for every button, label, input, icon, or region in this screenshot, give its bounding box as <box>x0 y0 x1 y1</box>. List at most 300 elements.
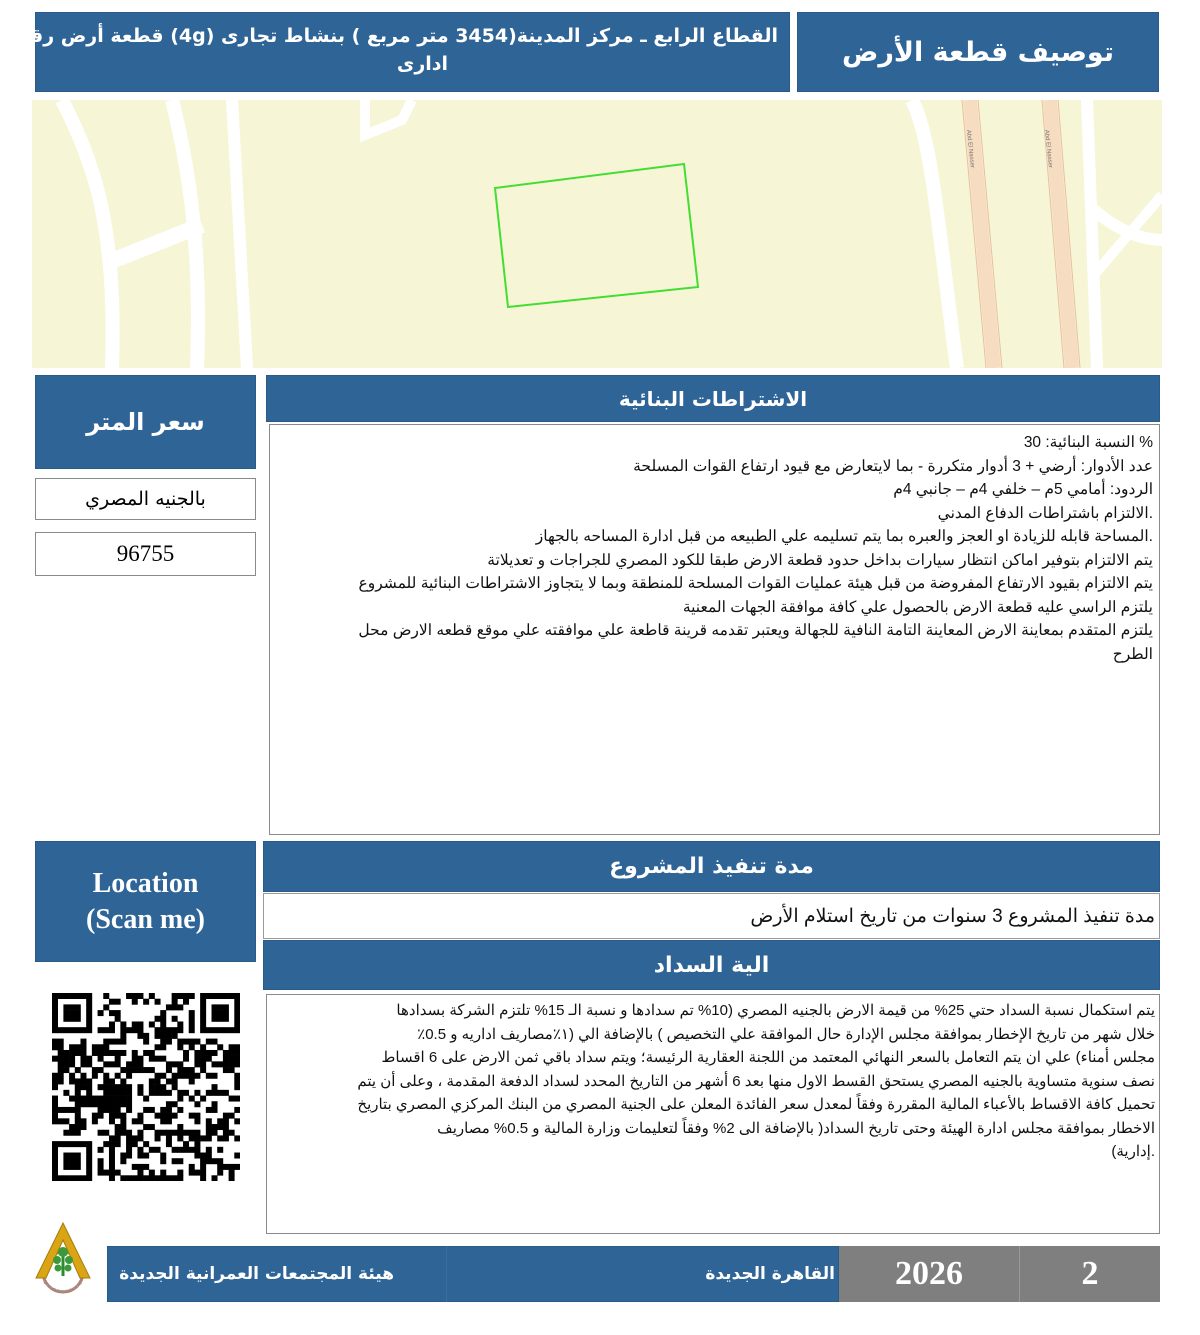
qr-module <box>217 1061 223 1067</box>
qr-module <box>86 999 92 1005</box>
qr-module <box>115 1124 121 1130</box>
qr-module <box>69 1107 75 1113</box>
qr-module <box>98 1107 104 1113</box>
qr-module <box>212 1073 218 1079</box>
qr-module <box>189 1010 195 1016</box>
page-number <box>1020 1246 1160 1302</box>
qr-module <box>80 1141 86 1147</box>
qr-module <box>137 1135 143 1141</box>
price-value: 96755 <box>116 541 175 566</box>
qr-module <box>229 1130 235 1136</box>
qr-module <box>194 1135 200 1141</box>
qr-module <box>234 1073 240 1079</box>
qr-module <box>206 1050 212 1056</box>
requirement-line: .الالتزام باشتراطات الدفاع المدني <box>937 504 1153 522</box>
qr-module <box>234 1096 240 1102</box>
qr-module <box>109 1039 115 1045</box>
payment-line: .إدارية) <box>1111 1143 1155 1160</box>
qr-module <box>75 1158 81 1164</box>
qr-module <box>86 1016 92 1022</box>
qr-module <box>234 1118 240 1124</box>
building-requirements-title: الاشتراطات البنائية <box>618 386 808 411</box>
qr-module <box>177 1067 183 1073</box>
qr-module <box>143 999 149 1005</box>
qr-module <box>80 1061 86 1067</box>
qr-module <box>223 1056 229 1062</box>
qr-module <box>177 993 183 999</box>
qr-module <box>166 1130 172 1136</box>
qr-module <box>212 1090 218 1096</box>
qr-module <box>52 1158 58 1164</box>
qr-module <box>137 1153 143 1159</box>
qr-module <box>200 1021 206 1027</box>
qr-module <box>92 1101 98 1107</box>
qr-module <box>172 1158 178 1164</box>
qr-module <box>160 1175 166 1181</box>
qr-module <box>120 1078 126 1084</box>
qr-module <box>115 1141 121 1147</box>
qr-module <box>229 1056 235 1062</box>
footer-city-text: القاهرة الجديدة <box>705 1264 835 1284</box>
qr-module <box>200 1153 206 1159</box>
qr-module <box>69 1164 75 1170</box>
qr-module <box>200 993 206 999</box>
qr-module <box>177 1027 183 1033</box>
plot-description-line1: القطاع الرابع ـ مركز المدينة(3454 متر مربع ) بنشاط تجارى (4g) قطعة أرض رقم <box>15 25 778 47</box>
qr-module <box>229 1050 235 1056</box>
qr-module <box>143 1067 149 1073</box>
qr-module <box>132 1021 138 1027</box>
requirement-line: عدد الأدوار: أرضي + 3 أدوار متكررة - بما لايتعارض مع قيود ارتفاع القوات المسلحة <box>633 457 1153 475</box>
qr-module <box>86 1170 92 1176</box>
payment-line: تحميل كافة الاقساط بالأعباء المالية المقررة وفقاً لمعدل سعر الفائدة المعلن على الجنية المصري من البنك المركزي المصري بتاريخ <box>357 1096 1155 1113</box>
qr-module <box>98 1084 104 1090</box>
qr-module <box>200 1044 206 1050</box>
qr-module <box>120 1050 126 1056</box>
qr-module <box>189 1016 195 1022</box>
qr-module <box>98 1101 104 1107</box>
qr-module <box>223 1067 229 1073</box>
qr-module <box>132 1175 138 1181</box>
footer-bar <box>107 1246 839 1302</box>
qr-module <box>126 1153 132 1159</box>
qr-module <box>92 1067 98 1073</box>
qr-module <box>200 999 206 1005</box>
qr-module <box>75 1113 81 1119</box>
qr-module <box>103 1004 109 1010</box>
qr-module <box>166 1033 172 1039</box>
qr-module <box>177 1044 183 1050</box>
qr-module <box>143 1033 149 1039</box>
qr-module <box>137 1147 143 1153</box>
qr-module <box>212 1158 218 1164</box>
location-header <box>35 841 256 962</box>
qr-module <box>155 1056 161 1062</box>
qr-module <box>75 1090 81 1096</box>
qr-module <box>200 1010 206 1016</box>
qr-module <box>143 1096 149 1102</box>
qr-module <box>109 1175 115 1181</box>
qr-module <box>206 1107 212 1113</box>
qr-module <box>217 1027 223 1033</box>
qr-module <box>194 1101 200 1107</box>
qr-module <box>115 1135 121 1141</box>
qr-module <box>194 1113 200 1119</box>
qr-module <box>98 1158 104 1164</box>
qr-module <box>155 1073 161 1079</box>
qr-module <box>120 1033 126 1039</box>
qr-module <box>149 1078 155 1084</box>
qr-module <box>120 1124 126 1130</box>
requirement-line: % النسبة البنائية: 30 <box>1023 434 1153 451</box>
qr-module <box>217 1124 223 1130</box>
payment-line: الاخطار بموافقة مجلس ادارة الهيئة وحتى تاريخ السداد( بالإضافة الى 2% وفقاً لتعليمات وزارة المالية و 0.5% مصاريف <box>437 1119 1155 1137</box>
qr-module <box>155 1130 161 1136</box>
requirement-line: يتم الالتزام بتوفير اماكن انتظار سيارات بداخل حدود قطعة الارض طبقا للكود المصري للجراجات و تعديلاتة <box>487 551 1153 569</box>
qr-module <box>69 1078 75 1084</box>
qr-module <box>137 1090 143 1096</box>
qr-module <box>109 1010 115 1016</box>
qr-module <box>223 1016 229 1022</box>
qr-module <box>120 1027 126 1033</box>
qr-module <box>58 1073 64 1079</box>
qr-module <box>160 1113 166 1119</box>
qr-module <box>155 1027 161 1033</box>
qr-module <box>109 1135 115 1141</box>
qr-module <box>183 1056 189 1062</box>
qr-module <box>109 1021 115 1027</box>
price-currency-box <box>35 478 256 520</box>
qr-module <box>132 1067 138 1073</box>
qr-module <box>132 1061 138 1067</box>
qr-module <box>52 1113 58 1119</box>
qr-module <box>58 1027 64 1033</box>
qr-module <box>155 1113 161 1119</box>
qr-module <box>172 1101 178 1107</box>
qr-module <box>166 1090 172 1096</box>
qr-module <box>86 1158 92 1164</box>
qr-module <box>120 1118 126 1124</box>
qr-module <box>223 1135 229 1141</box>
qr-module <box>80 1078 86 1084</box>
qr-module <box>109 1141 115 1147</box>
qr-module <box>115 1056 121 1062</box>
qr-module <box>160 1084 166 1090</box>
qr-module <box>149 1175 155 1181</box>
qr-module <box>137 1021 143 1027</box>
qr-module <box>234 1153 240 1159</box>
qr-module <box>98 1067 104 1073</box>
qr-module <box>166 1135 172 1141</box>
qr-module <box>80 1101 86 1107</box>
qr-module <box>109 1118 115 1124</box>
qr-module <box>155 1147 161 1153</box>
qr-module <box>80 1050 86 1056</box>
qr-module <box>69 1130 75 1136</box>
qr-module <box>206 1039 212 1045</box>
location-title-line2: (Scan me) <box>86 903 205 935</box>
footer-year <box>839 1246 1020 1302</box>
qr-module <box>86 1164 92 1170</box>
qr-module <box>132 1118 138 1124</box>
qr-module <box>115 1130 121 1136</box>
price-value-box <box>35 532 256 576</box>
qr-module <box>58 1061 64 1067</box>
qr-module <box>212 1101 218 1107</box>
project-duration-header <box>263 841 1160 892</box>
qr-module <box>109 1153 115 1159</box>
qr-module <box>132 1050 138 1056</box>
qr-module <box>166 1067 172 1073</box>
location-qr-code[interactable] <box>52 993 240 1181</box>
qr-module <box>200 1170 206 1176</box>
qr-module <box>58 1141 64 1147</box>
qr-module <box>177 1158 183 1164</box>
qr-module <box>229 1164 235 1170</box>
qr-module <box>200 1096 206 1102</box>
street-label-2: Abd El Nasser <box>1043 129 1053 169</box>
qr-code-graphic <box>52 993 240 1181</box>
qr-module <box>149 1170 155 1176</box>
qr-module <box>92 1073 98 1079</box>
qr-module <box>212 1010 218 1016</box>
qr-module <box>229 1096 235 1102</box>
qr-module <box>206 1147 212 1153</box>
qr-module <box>86 1153 92 1159</box>
qr-module <box>160 1107 166 1113</box>
qr-module <box>86 1010 92 1016</box>
qr-module <box>183 1039 189 1045</box>
qr-module <box>200 1158 206 1164</box>
qr-module <box>120 1039 126 1045</box>
qr-module <box>149 1021 155 1027</box>
qr-module <box>137 1056 143 1062</box>
qr-module <box>189 1044 195 1050</box>
qr-module <box>63 1004 69 1010</box>
qr-module <box>109 999 115 1005</box>
qr-module <box>120 1113 126 1119</box>
qr-module <box>229 1067 235 1073</box>
qr-module <box>149 1124 155 1130</box>
qr-module <box>194 1153 200 1159</box>
qr-module <box>212 993 218 999</box>
qr-module <box>115 1096 121 1102</box>
qr-module <box>160 1021 166 1027</box>
qr-module <box>234 1107 240 1113</box>
qr-module <box>80 1044 86 1050</box>
qr-module <box>52 1016 58 1022</box>
qr-module <box>172 1084 178 1090</box>
qr-module <box>103 1027 109 1033</box>
qr-module <box>115 1039 121 1045</box>
qr-module <box>143 1175 149 1181</box>
building-requirements-body <box>269 424 1160 835</box>
qr-module <box>200 1061 206 1067</box>
qr-module <box>58 993 64 999</box>
qr-module <box>172 999 178 1005</box>
qr-module <box>229 1027 235 1033</box>
qr-module <box>223 1010 229 1016</box>
qr-module <box>217 1016 223 1022</box>
qr-module <box>206 993 212 999</box>
qr-module <box>143 1164 149 1170</box>
qr-module <box>206 1135 212 1141</box>
qr-module <box>98 1056 104 1062</box>
qr-module <box>166 1039 172 1045</box>
qr-module <box>200 1016 206 1022</box>
requirement-line: الطرح <box>1112 645 1153 663</box>
qr-module <box>69 1004 75 1010</box>
payment-line: مجلس أمناء) علي ان يتم التعامل بالسعر النهائي المعتمد من اللجنة العقارية الرئيسة؛ ويتم سداد باقي ثمن الارض على 6 اقساط <box>381 1049 1155 1066</box>
qr-module <box>189 1135 195 1141</box>
qr-module <box>86 1090 92 1096</box>
qr-module <box>75 1101 81 1107</box>
qr-module <box>234 1050 240 1056</box>
qr-module <box>137 1118 143 1124</box>
qr-module <box>80 1175 86 1181</box>
qr-module <box>80 993 86 999</box>
qr-module <box>217 1170 223 1176</box>
qr-module <box>149 1090 155 1096</box>
qr-module <box>155 1135 161 1141</box>
qr-module <box>98 1170 104 1176</box>
qr-module <box>160 1090 166 1096</box>
map-canvas <box>32 100 1162 368</box>
qr-module <box>103 1044 109 1050</box>
qr-module <box>149 1107 155 1113</box>
qr-module <box>189 1027 195 1033</box>
qr-module <box>223 1113 229 1119</box>
requirement-line: يتم الالتزام بقيود الارتفاع المفروضة من قبل هيئة عمليات القوات المسلحة للمنطقة وبما لا يتجاوز الاشتراطات البنائية للمشروع <box>358 575 1153 592</box>
qr-module <box>52 999 58 1005</box>
qr-module <box>75 1141 81 1147</box>
qr-module <box>217 1158 223 1164</box>
qr-module <box>183 993 189 999</box>
qr-module <box>223 1164 229 1170</box>
qr-module <box>206 1118 212 1124</box>
qr-module <box>183 1073 189 1079</box>
qr-module <box>75 1050 81 1056</box>
qr-module <box>69 1124 75 1130</box>
qr-module <box>234 1135 240 1141</box>
qr-module <box>189 1170 195 1176</box>
qr-module <box>183 1067 189 1073</box>
qr-module <box>223 1124 229 1130</box>
qr-module <box>234 1016 240 1022</box>
qr-module <box>103 1061 109 1067</box>
qr-module <box>98 1164 104 1170</box>
qr-module <box>80 1073 86 1079</box>
qr-module <box>217 1044 223 1050</box>
qr-module <box>92 1118 98 1124</box>
payment-line: يتم استكمال نسبة السداد حتي 25% من قيمة الارض بالجنيه المصري (10% تم سدادها و نسبة الـ 15% تلتزم الشركة بسدادها <box>396 1002 1155 1019</box>
qr-module <box>234 1004 240 1010</box>
qr-module <box>137 1067 143 1073</box>
qr-module <box>166 1113 172 1119</box>
qr-module <box>80 1027 86 1033</box>
qr-module <box>52 1027 58 1033</box>
qr-module <box>75 1153 81 1159</box>
qr-module <box>189 1078 195 1084</box>
qr-module <box>63 1016 69 1022</box>
qr-module <box>80 1039 86 1045</box>
qr-module <box>177 1073 183 1079</box>
qr-module <box>69 1027 75 1033</box>
qr-module <box>155 1175 161 1181</box>
qr-module <box>217 1147 223 1153</box>
qr-module <box>234 1061 240 1067</box>
qr-module <box>80 1118 86 1124</box>
qr-module <box>172 1147 178 1153</box>
qr-module <box>223 1061 229 1067</box>
qr-module <box>52 1039 58 1045</box>
qr-module <box>172 1113 178 1119</box>
qr-module <box>234 1084 240 1090</box>
qr-module <box>212 1039 218 1045</box>
qr-module <box>223 993 229 999</box>
qr-module <box>109 1084 115 1090</box>
building-requirements-header <box>266 375 1160 422</box>
plot-map[interactable] <box>32 100 1162 368</box>
qr-module <box>126 993 132 999</box>
qr-module <box>223 1130 229 1136</box>
project-duration-text: مدة تنفيذ المشروع 3 سنوات من تاريخ استلام الأرض <box>750 905 1155 927</box>
qr-module <box>63 1027 69 1033</box>
qr-module <box>149 1147 155 1153</box>
qr-module <box>166 1118 172 1124</box>
qr-module <box>194 1170 200 1176</box>
qr-module <box>52 1107 58 1113</box>
location-title-line1: Location <box>92 867 199 899</box>
qr-module <box>160 1153 166 1159</box>
qr-module <box>75 1027 81 1033</box>
qr-module <box>160 1158 166 1164</box>
qr-module <box>109 1061 115 1067</box>
qr-module <box>183 1141 189 1147</box>
qr-module <box>194 1039 200 1045</box>
qr-module <box>217 993 223 999</box>
qr-module <box>206 1027 212 1033</box>
qr-module <box>212 1107 218 1113</box>
qr-module <box>103 993 109 999</box>
qr-module <box>92 1050 98 1056</box>
qr-module <box>109 1164 115 1170</box>
qr-module <box>69 1158 75 1164</box>
qr-module <box>234 1056 240 1062</box>
qr-module <box>86 1101 92 1107</box>
qr-module <box>194 1061 200 1067</box>
qr-module <box>172 1061 178 1067</box>
qr-module <box>155 1044 161 1050</box>
qr-module <box>75 1130 81 1136</box>
qr-module <box>132 1027 138 1033</box>
qr-module <box>166 1175 172 1181</box>
qr-module <box>52 1147 58 1153</box>
qr-module <box>132 1056 138 1062</box>
qr-module <box>206 1056 212 1062</box>
qr-module <box>200 1164 206 1170</box>
payment-body <box>266 994 1160 1234</box>
qr-module <box>98 1027 104 1033</box>
qr-module <box>132 999 138 1005</box>
qr-module <box>149 1084 155 1090</box>
qr-module <box>234 1027 240 1033</box>
qr-module <box>143 1050 149 1056</box>
qr-module <box>212 1004 218 1010</box>
qr-module <box>137 1113 143 1119</box>
qr-module <box>189 1113 195 1119</box>
qr-module <box>98 1113 104 1119</box>
